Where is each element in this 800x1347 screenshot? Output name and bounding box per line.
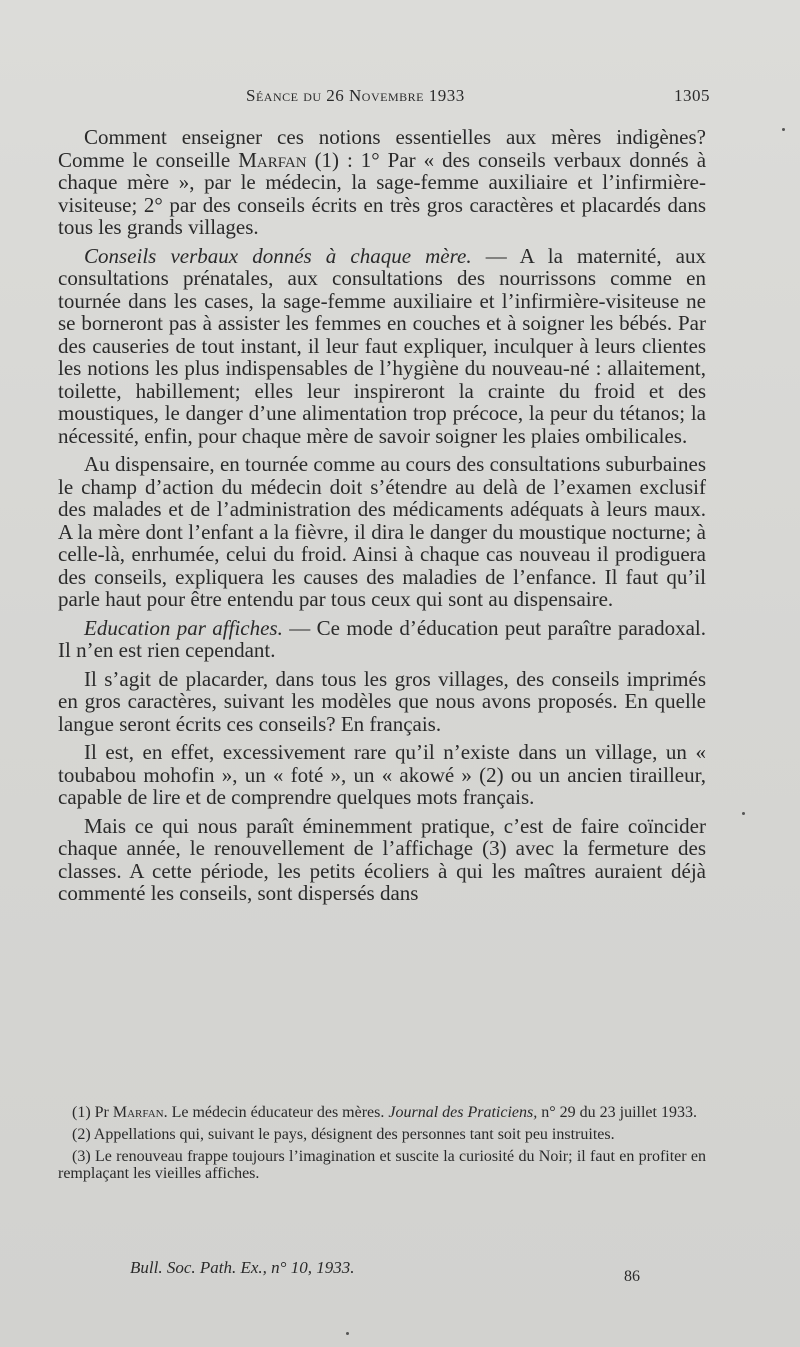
running-header bbox=[58, 86, 710, 112]
journal-citation: Bull. Soc. Path. Ex., n° 10, 1933. bbox=[130, 1258, 355, 1277]
footnotes bbox=[58, 1104, 706, 1187]
paragraph-2-rest: — A la maternité, aux consultations prénatales, aux consultations des nourrissons comme en tournée dans les cases, la sage-femme auxiliaire et l’infirmière-visiteuse ne se borneront pas à assister les femmes en couches et à soigner les bébés. Par des causeries de tout instant, il leur faut expliquer, inculquer à leurs clientes les notions les plus indispensables de l’hygiène du nouveau-né : allaitement, toilette, habillement; elles leur inspireront la crainte du froid et des moustiques, le danger d’une alimentation trop précoce, la peur du tétanos; la nécessité, enfin, pour chaque mère de savoir soigner les plaies ombilicales. bbox=[58, 243, 706, 448]
section-heading-education-affiches: Education par affiches. bbox=[84, 615, 283, 640]
paragraph-7: Mais ce qui nous paraît éminemment pratique, c’est de faire coïncider chaque année, le renouvellement de l’affichage (3) avec la fermeture des classes. A cette période, les petits écoliers à qui les maîtres auraient déjà commenté les conseils, sont dispersés dans bbox=[58, 813, 706, 905]
paragraph-1 bbox=[58, 126, 706, 239]
footnote-3: (3) Le renouveau frappe toujours l’imagination et suscite la curiosité du Noir; il faut en profiter en remplaçant les vieilles affiches. bbox=[58, 1148, 706, 1182]
footnote-1-journal: Journal des Praticiens, bbox=[388, 1104, 538, 1121]
ink-speck bbox=[782, 128, 785, 131]
body-text bbox=[58, 126, 706, 911]
header-title: Séance du 26 Novembre 1933 bbox=[246, 86, 465, 105]
paragraph-2 bbox=[58, 245, 706, 448]
author-name-marfan: Marfan bbox=[238, 147, 307, 172]
page-number: 1305 bbox=[674, 86, 710, 105]
paragraph-4-rest: — Ce mode d’éducation peut paraître paradoxal. Il n’en est rien cependant. bbox=[58, 615, 706, 662]
footnote-1 bbox=[58, 1104, 706, 1121]
paragraph-3: Au dispensaire, en tournée comme au cours des consultations suburbaines le champ d’action du médecin doit s’étendre au delà de l’examen exclusif des malades et de l’administration des médicaments adéquats à leurs maux. A la mère dont l’enfant a la fièvre, il dira le danger du moustique nocturne; à celle-là, enrhumée, celui du froid. Ainsi à chaque cas nouveau il prodiguera des conseils, expliquera les causes des maladies de l’enfance. Il faut qu’il parle haut pour être entendu par tous ceux qui sont au dispensaire. bbox=[58, 452, 706, 611]
signature-mark: 86 bbox=[624, 1268, 640, 1285]
footnote-1-number: (1) Pr bbox=[72, 1104, 109, 1121]
footnote-2: (2) Appellations qui, suivant le pays, désignent des personnes tant soit peu instruites. bbox=[72, 1126, 615, 1143]
paragraph-6: Il est, en effet, excessivement rare qu’il n’existe dans un village, un « toubabou mohofin », un « foté », un « akowé » (2) ou un ancien tirailleur, capable de lire et de comprendre quelques mots français. bbox=[58, 740, 706, 809]
page-footer bbox=[130, 1258, 640, 1285]
ink-speck bbox=[346, 1332, 349, 1335]
footnote-1-issue: n° 29 du 23 juillet 1933. bbox=[541, 1104, 697, 1121]
footnote-1-title: . Le médecin éducateur des mères. bbox=[163, 1104, 385, 1121]
paragraph-5: Il s’agit de placarder, dans tous les gros villages, des conseils imprimés en gros caractères, suivant les modèles que nous avons proposés. En quelle langue seront écrits ces conseils? En français. bbox=[58, 666, 706, 736]
section-heading-conseils-verbaux: Conseils verbaux donnés à chaque mère. bbox=[84, 243, 472, 268]
paragraph-1-start: Comment enseigner ces notions essentielles aux mères indigènes? Comme le conseille bbox=[58, 125, 706, 172]
paragraph-1-rest: (1) : 1° Par « des conseils verbaux donnés à chaque mère », par le médecin, la sage-femme auxiliaire et l’infirmière-visiteuse; 2° par des conseils écrits en très gros caractères et placardés dans tous les grands villages. bbox=[58, 147, 707, 239]
footnote-1-author: Marfan bbox=[112, 1104, 164, 1121]
ink-speck bbox=[742, 812, 745, 815]
paragraph-4 bbox=[58, 617, 706, 662]
